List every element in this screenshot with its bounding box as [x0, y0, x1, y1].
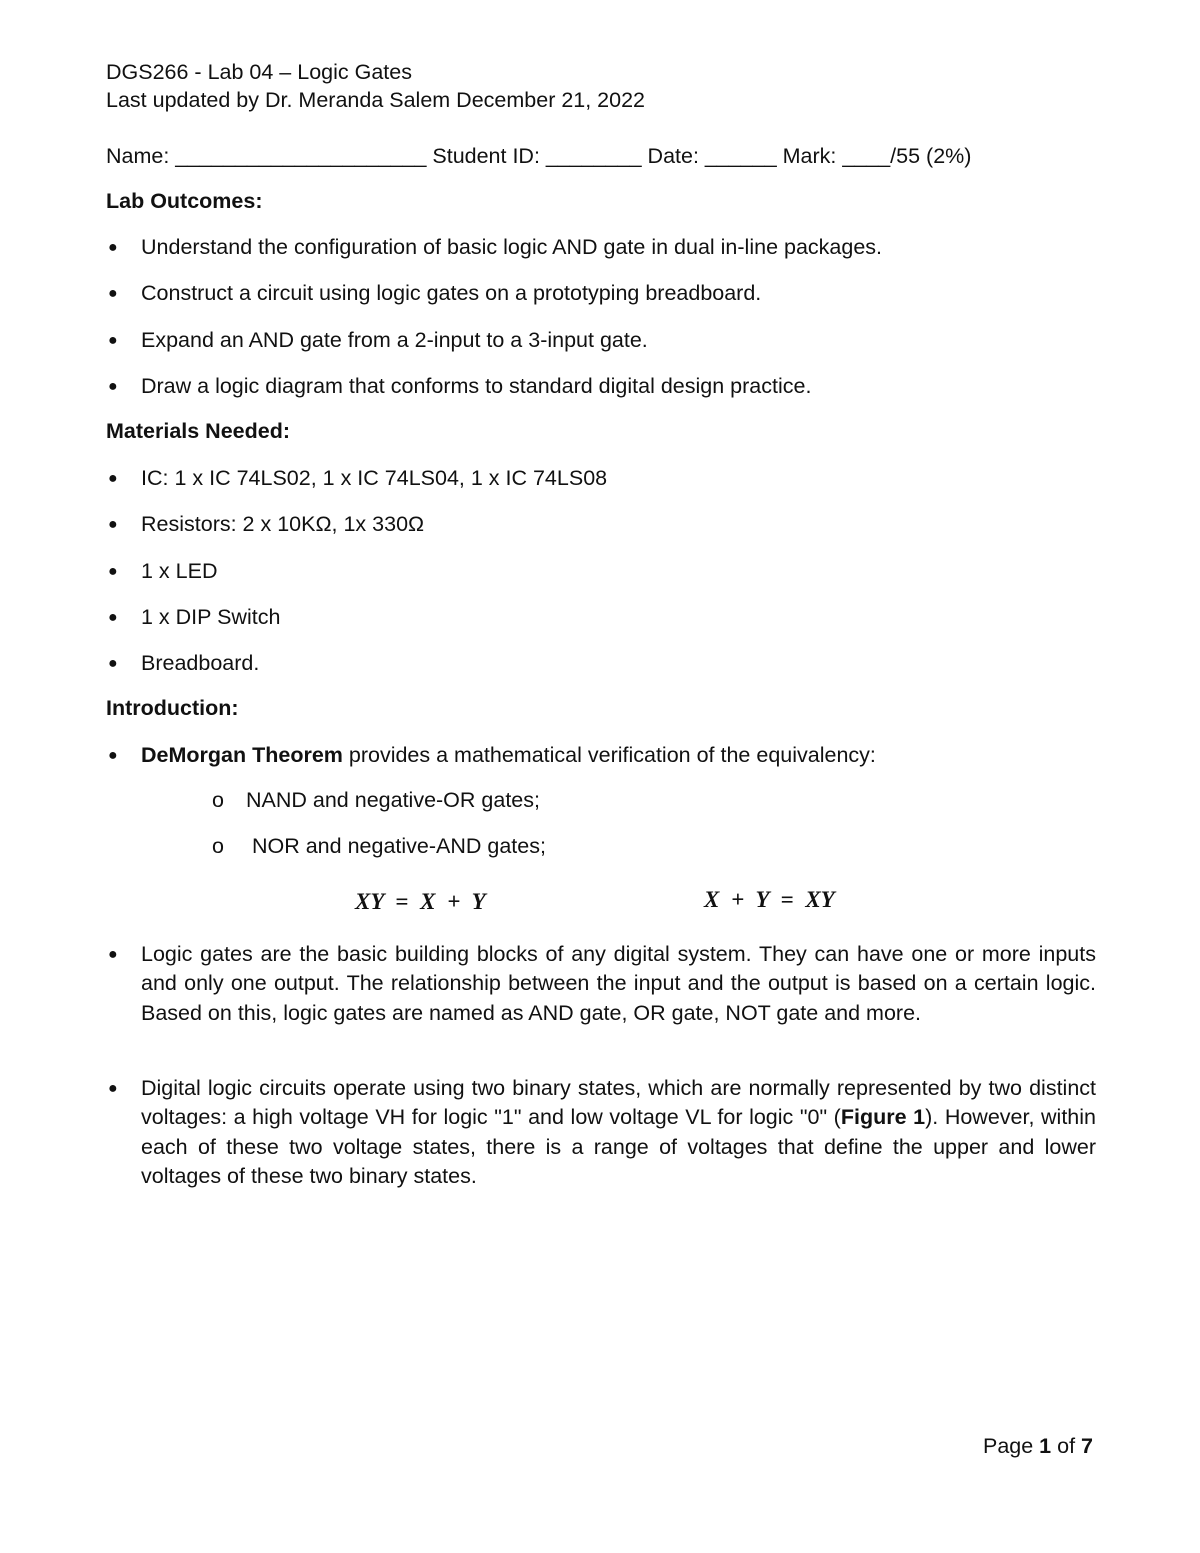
bullet-icon: ● — [108, 516, 118, 533]
list-item: ● Logic gates are the basic building blocks of any digital system. They can have one or more inputs and only one output. The relationship between the input and the output is based on a certain logic. Based on this, logic gates are named as AND gate, OR gate, NOT gate and more. — [108, 942, 1096, 1025]
figure-ref: Figure 1 — [840, 1105, 926, 1130]
list-item: ● Digital logic circuits operate using two binary states, which are normally represented by two distinct voltages: a high voltage VH for logic "1" and low voltage VL for logic "0" (Figure 1). However, within each of these two voltage states, there is a range of voltages that define the upper and lower voltages of these two binary states. — [108, 1076, 1096, 1188]
demorgan-term: DeMorgan Theorem — [141, 743, 343, 767]
introduction-heading: Introduction: — [106, 696, 239, 720]
bullet-icon: ● — [108, 655, 118, 672]
equation-2: X + Y = XY — [704, 887, 835, 912]
bullet-icon: ● — [108, 1080, 118, 1097]
bullet-icon: ● — [108, 332, 118, 349]
document-title: DGS266 - Lab 04 – Logic Gates — [106, 60, 412, 84]
last-updated: Last updated by Dr. Meranda Salem December 21, 2022 — [106, 88, 646, 112]
bullet-icon: ● — [108, 747, 118, 764]
bullet-icon: ● — [108, 285, 118, 302]
outcomes-heading: Lab Outcomes: — [106, 189, 263, 213]
page-number: Page 1 of 7 — [982, 1434, 1093, 1458]
equation-1: XY = X + Y — [355, 889, 486, 914]
bullet-icon: ● — [108, 946, 118, 963]
bullet-icon: ● — [108, 239, 118, 256]
sub-list-item: o NOR and negative-AND gates; — [212, 834, 546, 858]
bullet-icon: ● — [108, 609, 118, 626]
circle-bullet-icon: o — [212, 834, 224, 858]
materials-heading: Materials Needed: — [106, 419, 291, 443]
sub-list-item: o NAND and negative-OR gates; — [212, 788, 540, 812]
bullet-icon: ● — [108, 563, 118, 580]
circle-bullet-icon: o — [212, 788, 224, 812]
bullet-icon: ● — [108, 378, 118, 395]
bullet-icon: ● — [108, 470, 118, 487]
form-line: Name: _____________________ Student ID: ________ Date: ______ Mark: ____/55 (2%) — [106, 144, 972, 168]
